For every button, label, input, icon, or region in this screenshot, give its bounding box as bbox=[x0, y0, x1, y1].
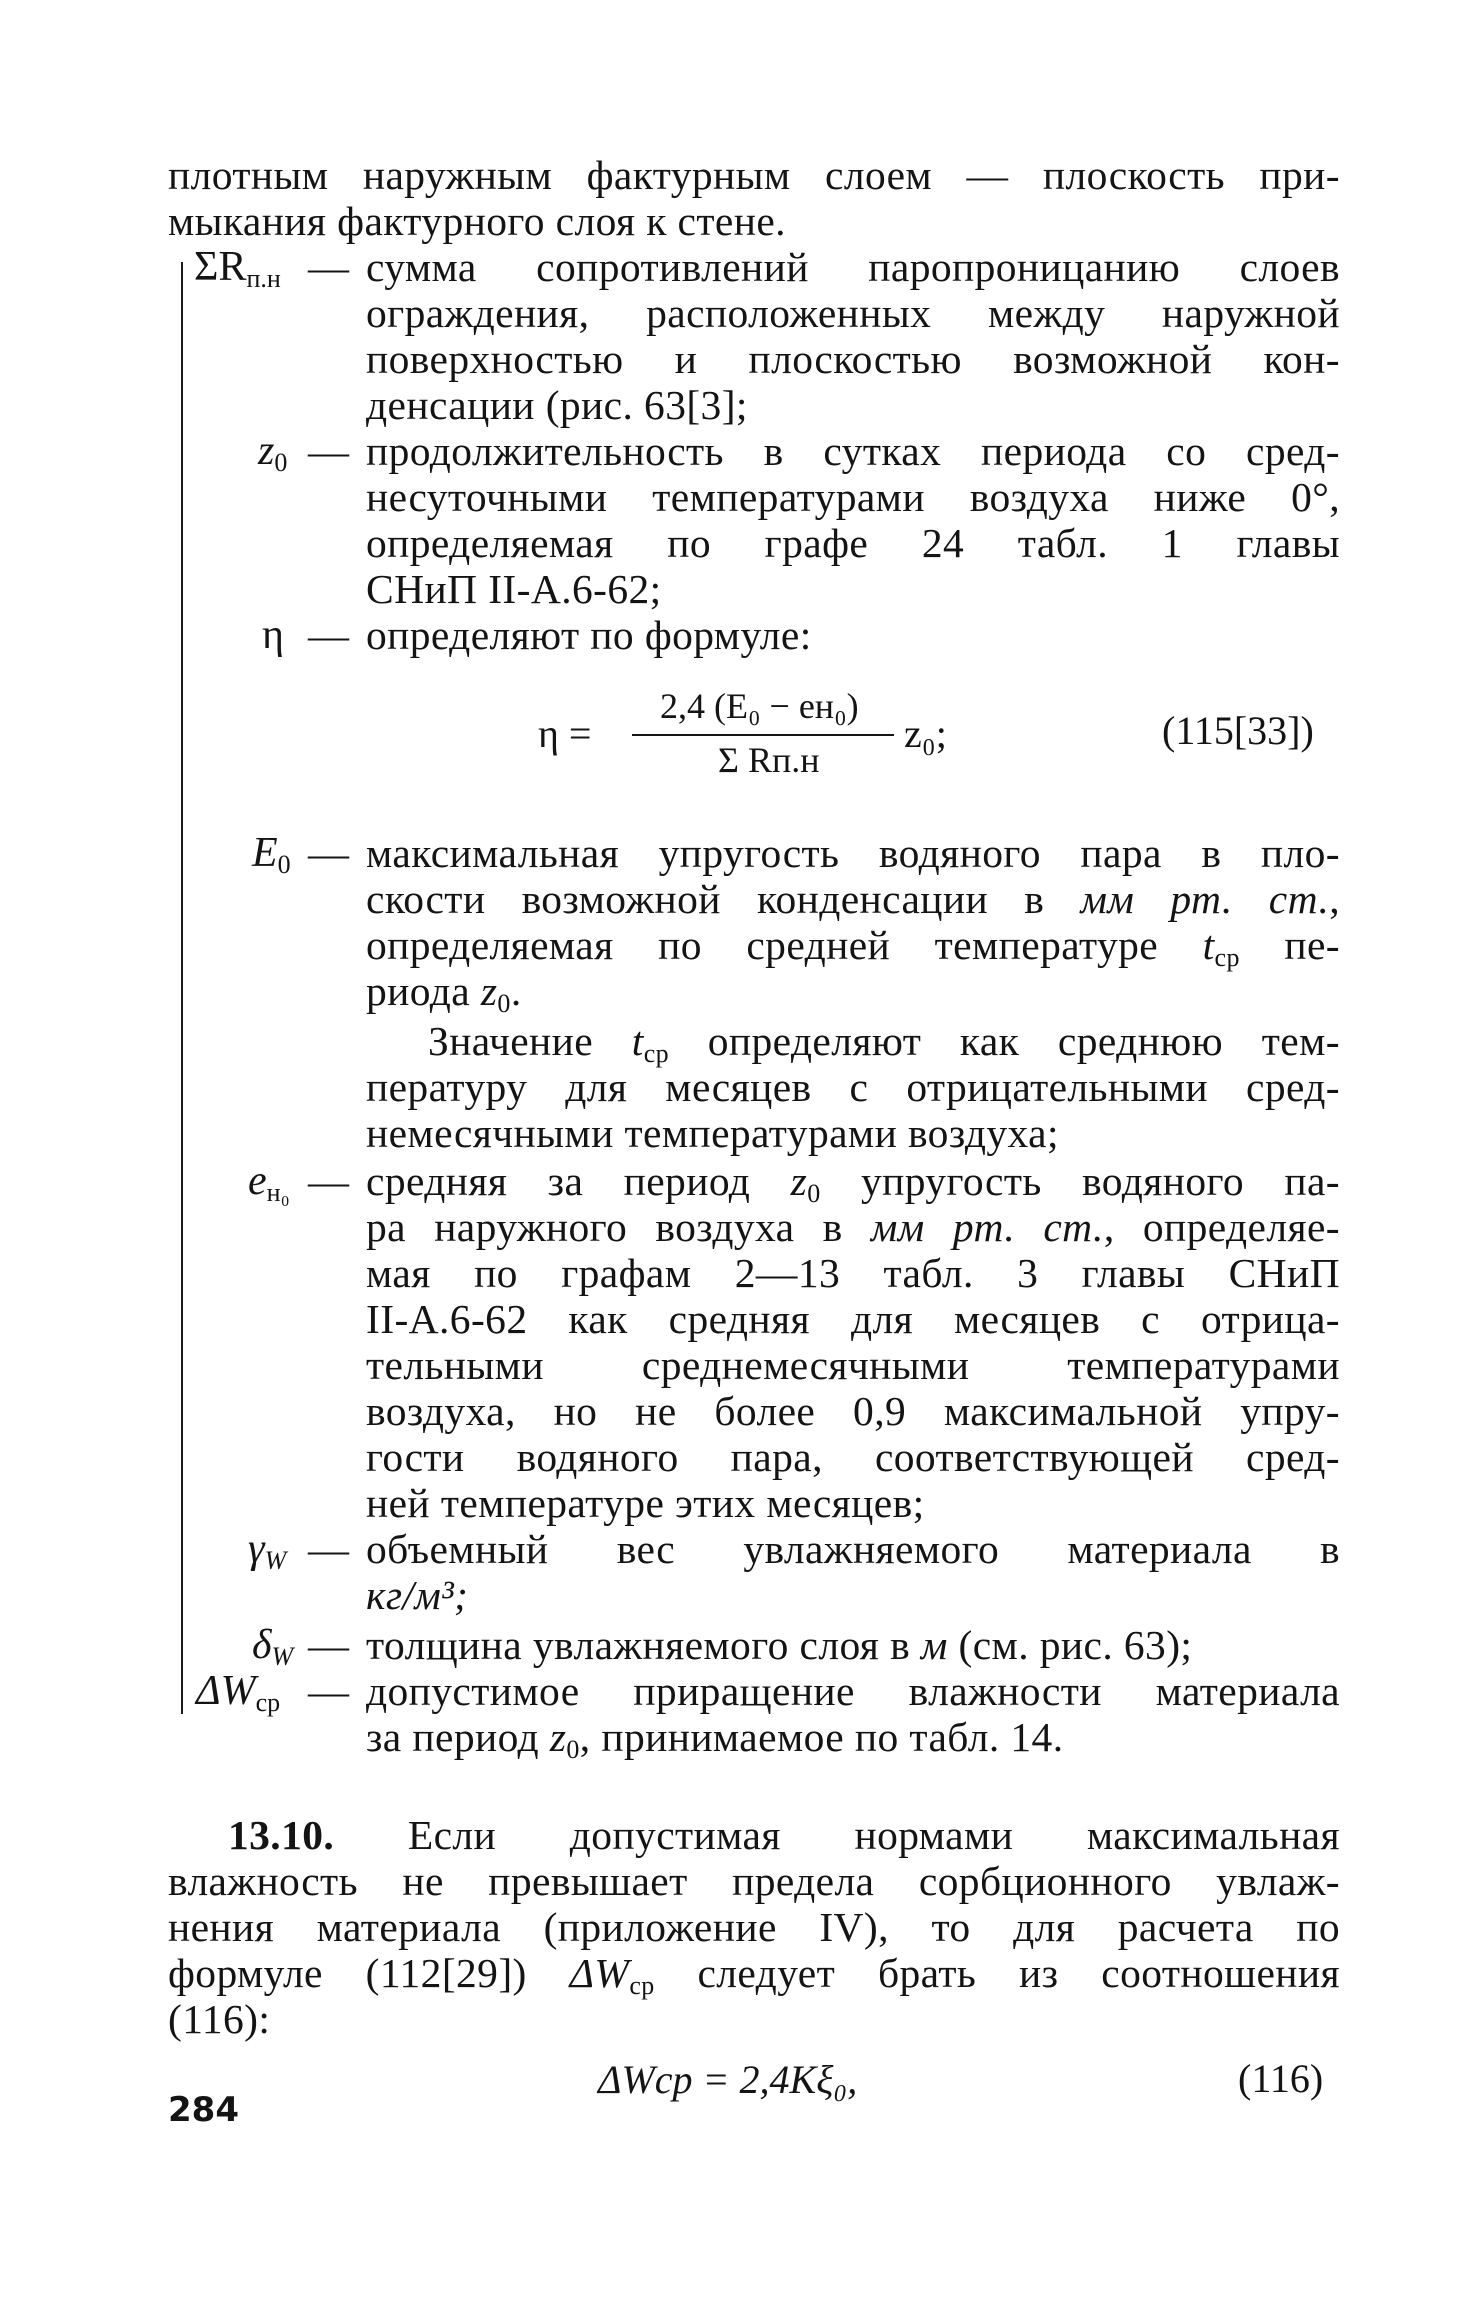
def-e0-line-1: максимальная упругость водяного пара в пло- bbox=[366, 830, 1340, 876]
symbol-sum-r: $\Sigma R_{п.н}$ bbox=[194, 244, 281, 293]
def-eta-line-1: определяют по формуле: bbox=[366, 612, 812, 658]
dash: — bbox=[308, 1622, 349, 1668]
formula-115-numerator: 2,4 (E₀ − eн₀) bbox=[660, 686, 859, 726]
def-delta-w-line-1: толщина увлажняемого слоя в м (см. рис. 63); bbox=[366, 1622, 1193, 1668]
para-13-10-line-1: 13.10. Если допустимая нормами максимальная bbox=[228, 1812, 1340, 1858]
def-en0-line-1: средняя за период $z_0$ упругость водяного па- bbox=[366, 1158, 1340, 1208]
formula-115-fraction-bar bbox=[632, 734, 894, 736]
def-sum-r-line-4: денсации (рис. 63[3]; bbox=[366, 382, 748, 428]
text-line-2: мыкания фактурного слоя к стене. bbox=[168, 198, 786, 244]
dash: — bbox=[308, 1158, 349, 1204]
formula-115-tail: z₀; bbox=[904, 711, 947, 756]
def-z0-line-1: продолжительность в сутках периода со сред- bbox=[366, 428, 1340, 474]
def-delta-w-cp-line-1: допустимое приращение влажности материала bbox=[366, 1668, 1340, 1714]
dash: — bbox=[308, 1668, 349, 1714]
def-e0-line-2: скости возможной конденсации в мм рт. ст., bbox=[366, 876, 1341, 922]
def-en0-line-4: II-А.6-62 как средняя для месяцев с отрица- bbox=[366, 1296, 1340, 1342]
def-sum-r-line-2: ограждения, расположенных между наружной bbox=[366, 290, 1340, 336]
dash: — bbox=[308, 612, 349, 658]
def-en0-line-2: ра наружного воздуха в мм рт. ст., определяе- bbox=[366, 1204, 1340, 1250]
symbol-eta: η bbox=[262, 612, 284, 658]
symbol-en0: $e_{н_0}$ bbox=[248, 1158, 290, 1207]
para-13-10-line-3: нения материала (приложение IV), то для расчета по bbox=[168, 1904, 1340, 1950]
para-13-10-line-5: (116): bbox=[168, 1996, 271, 2042]
dash: — bbox=[308, 428, 349, 474]
equation-number-116: (116) bbox=[1238, 2056, 1324, 2101]
dash: — bbox=[308, 1526, 349, 1572]
dash: — bbox=[308, 244, 349, 290]
def-sum-r-line-3: поверхностью и плоскостью возможной кон- bbox=[366, 336, 1340, 382]
dash: — bbox=[308, 830, 349, 876]
symbol-gamma-w: $\gamma_W$ bbox=[248, 1526, 287, 1575]
tcp-line-3: немесячными температурами воздуха; bbox=[366, 1110, 1059, 1156]
def-e0-line-3: определяемая по средней температуре $t_{ср}$ пе- bbox=[366, 922, 1340, 972]
def-en0-line-3: мая по графам 2—13 табл. 3 главы СНиП bbox=[366, 1250, 1340, 1296]
tcp-line-2: пературу для месяцев с отрицательными сред- bbox=[366, 1064, 1340, 1110]
para-13-10-line-4: формуле (112[29]) $\Delta W_{ср}$ следует брать из соотношения bbox=[168, 1950, 1340, 2000]
formula-115-lhs: η = bbox=[538, 711, 592, 756]
def-gamma-w-line-1: объемный вес увлажняемого материала в bbox=[366, 1526, 1340, 1572]
section-number: 13.10. bbox=[228, 1812, 335, 1858]
def-en0-line-8: ней температуре этих месяцев; bbox=[366, 1480, 925, 1526]
formula-115-denominator: Σ Rп.н bbox=[718, 740, 820, 780]
margin-rule bbox=[181, 262, 183, 1714]
def-sum-r-line-1: сумма сопротивлений паропроницанию слоев bbox=[366, 244, 1340, 290]
formula-116: ΔWср = 2,4Kξ₀, bbox=[598, 2057, 858, 2102]
def-z0-line-2: несуточными температурами воздуха ниже 0°, bbox=[366, 474, 1340, 520]
para-13-10-line-2: влажность не превышает предела сорбционного увлаж- bbox=[168, 1858, 1340, 1904]
page-number: 284 bbox=[168, 2090, 239, 2130]
symbol-e0: $E_0$ bbox=[252, 830, 291, 879]
def-en0-line-6: воздуха, но не более 0,9 максимальной упру- bbox=[366, 1388, 1340, 1434]
tcp-line-1: Значение $t_{ср}$ определяют как среднюю тем- bbox=[428, 1018, 1340, 1068]
def-e0-line-4: риода $z_0$. bbox=[366, 968, 522, 1018]
def-en0-line-7: гости водяного пара, соответствующей сред- bbox=[366, 1434, 1340, 1480]
def-z0-line-4: СНиП II-А.6-62; bbox=[366, 566, 662, 612]
text-line-1: плотным наружным фактурным слоем — плоскость при- bbox=[168, 152, 1340, 198]
symbol-z0: $z_0$ bbox=[258, 428, 288, 477]
symbol-delta-w: $\delta_W$ bbox=[252, 1622, 294, 1671]
symbol-delta-w-cp: $\Delta W_{ср}$ bbox=[196, 1668, 281, 1717]
equation-number-115: (115[33]) bbox=[1162, 708, 1314, 753]
def-z0-line-3: определяемая по графе 24 табл. 1 главы bbox=[366, 520, 1340, 566]
def-gamma-w-line-2: кг/м³; bbox=[366, 1572, 469, 1618]
def-delta-w-cp-line-2: за период $z_0$, принимаемое по табл. 14. bbox=[366, 1714, 1064, 1764]
def-en0-line-5: тельными среднемесячными температурами bbox=[366, 1342, 1340, 1388]
